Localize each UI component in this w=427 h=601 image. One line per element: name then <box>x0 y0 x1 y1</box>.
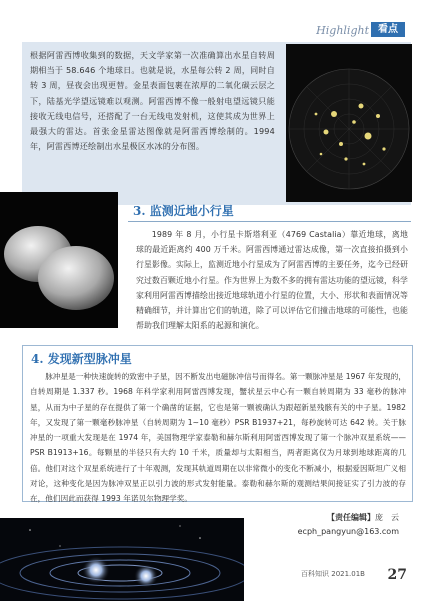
section-badge: 看点 <box>371 22 405 37</box>
editor-name: 庞 云 <box>375 513 399 522</box>
section1-paragraph: 根据阿雷西博收集到的数据，天文学家第一次准确算出水星自转周期相当于 58.646 个地球日。也就是说，水星每公转 2 周，同时自转 3 周，昼夜会出现更替。金星表面包裹在浓厚的二氧化碳云层之下，陆基光学望远镜难以观测。阿雷西博不像一般射电望远镜只能接收无线电信号，还搭配了一台无线电发射机，这使其成为世界上最强大的雷达。首张金星雷达图像就是阿雷西博绘制的。1994 年，阿雷西博还绘制出水星极区水冰的分布图。 <box>30 50 276 152</box>
binary-pulsar-illustration <box>0 518 244 601</box>
magazine-section-title: Highlight <box>316 24 369 37</box>
section3-paragraph: 1989 年 8 月，小行星卡斯塔利亚（4769 Castalia）靠近地球，离地球的最近距离约 400 万千米。阿雷西博通过雷达成像，第一次直接拍摄到小行星影像。实际上，监测近地小行星成为了阿雷西博的主要任务，迄今已经研究过数百颗近地小行星。作为世界上为数不多的拥有雷达功能的望远镜，科学家利用阿雷西博描绘出接近地球轨道小行星的位置，大小、形状和表面情况等精确细节，并计算出它们的轨道，除了可以评估它们撞击地球的可能性，也能帮助我们理解太阳系的起源和演化。 <box>136 230 408 331</box>
editor-label: 【责任编辑】 <box>327 513 375 522</box>
section3-divider <box>128 221 411 222</box>
section4-paragraph: 脉冲星是一种快速旋转的致密中子星，因不断发出电磁脉冲信号而得名。第一颗脉冲星是 1967 年发现的，自转周期是 1.337 秒。1968 年科学家利用阿雷西博发现，蟹状星云中心有一颗自转周期为 33 毫秒的脉冲星，从而为中子星的存在提供了第一个确凿的证据，它也是第一颗被确认为跟超新星残骸有关的中子星。1982 年，又发现了第一颗毫秒脉冲星（自转周期为 1~10 毫秒）PSR B1937+21，每秒旋转可达 642 转。关于脉冲星的一项重大发现是在 1974 年，美国物理学家泰勒和赫尔斯利用阿雷西博发现了第一个脉冲双星系统——PSR B1913+16。每颗星的半径只有大约 10 千米，质量却与太阳相当，两者距离仅为月球到地球距离的几倍。他们对这个双星系统进行了十年观测，发现其轨道周期在以非常微小的变化不断减小，根据爱因斯坦广义相对论，这种变化是因为脉冲双星正以引力波的形式发射能量。泰勒和赫尔斯的观测结果间接证实了引力波的存在，他们因此而获得 1993 年诺贝尔物理学奖。 <box>30 372 406 504</box>
editor-email: ecph_pangyun@163.com <box>297 527 399 536</box>
page-number: 27 <box>387 567 407 583</box>
asteroid-castalia-radar-image <box>0 192 118 328</box>
section3-heading: 3. 监测近地小行星 <box>133 204 234 218</box>
section4-heading: 4. 发现新型脉冲星 <box>31 352 132 366</box>
magazine-issue: 百科知识 2021.01B <box>301 570 365 578</box>
mercury-polar-radar-image <box>286 44 412 202</box>
editor-credit <box>298 511 399 539</box>
